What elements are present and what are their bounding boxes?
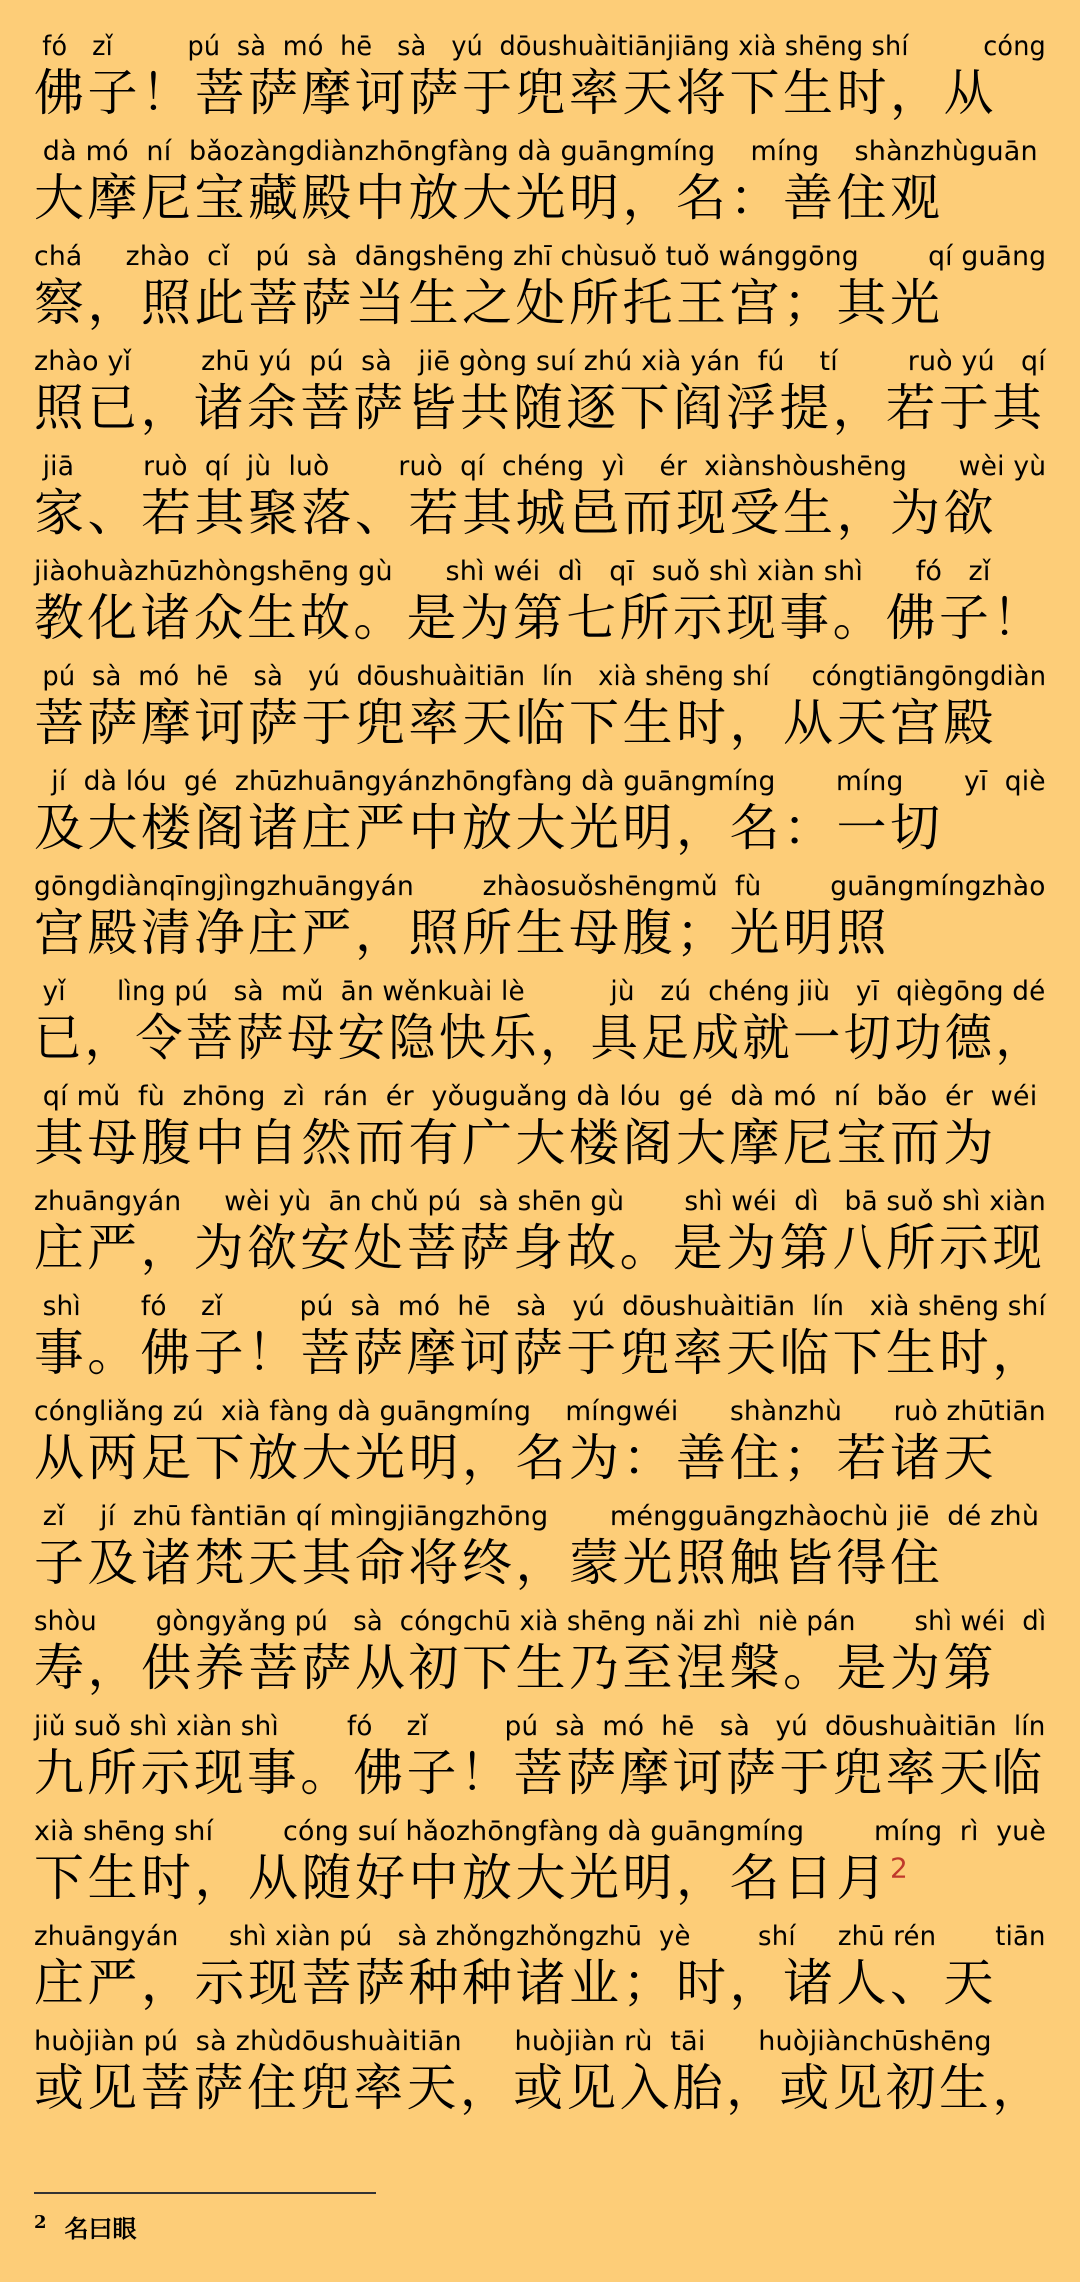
chinese-text [34, 1742, 1046, 1804]
footnote-number: 2 [34, 2212, 47, 2233]
chinese-characters: 子及诸梵天其命将终，蒙光照触皆得住 [34, 1534, 944, 1592]
chinese-characters: 九所示现事。佛子！菩萨摩诃萨于兜率天临 [34, 1744, 1046, 1802]
chinese-characters: 从两足下放大光明，名为：善住；若诸天 [34, 1429, 997, 1487]
pinyin-annotation: qí mǔ fù zhōng zì rán ér yǒuguǎng dà lóu gé dà mó ní bǎo ér wéi [34, 1081, 1038, 1112]
text-line [34, 1815, 1054, 1920]
pinyin-annotation: cóngliǎng zú xià fàng dà guāngmíng míngwéi shànzhù ruò zhūtiān [34, 1396, 1046, 1427]
chinese-text [34, 1637, 997, 1699]
text-line [34, 555, 1054, 660]
pinyin-annotation: zhuāngyán wèi yù ān chǔ pú sà shēn gù shì wéi dì bā suǒ shì xiàn [34, 1186, 1046, 1217]
chinese-text [34, 1007, 1046, 1069]
text-line [34, 975, 1054, 1080]
text-line [34, 2025, 1054, 2130]
pinyin-annotation: jiàohuàzhūzhòngshēng gù shì wéi dì qī suǒ shì xiàn shì fó zǐ [34, 556, 991, 587]
pinyin-annotation: zǐ jí zhū fàntiān qí mìngjiāngzhōng méngguāngzhàochù jiē dé zhù [34, 1501, 1040, 1532]
chinese-characters: 已，令菩萨母安隐快乐，具足成就一切功德， [34, 1009, 1047, 1067]
pinyin-annotation: shòu gòngyǎng pú sà cóngchū xià shēng nǎi zhì niè pán shì wéi dì [34, 1606, 1047, 1637]
chinese-text [34, 1112, 997, 1174]
chinese-characters: 及大楼阁诸庄严中放大光明，名：一切 [34, 799, 944, 857]
footnote-text: 名曰眼 [64, 2214, 137, 2243]
text-line [34, 1500, 1054, 1605]
chinese-text [34, 377, 1046, 439]
chinese-text [34, 587, 1046, 649]
pinyin-annotation: zhào yǐ zhū yú pú sà jiē gòng suí zhú xià yán fú tí ruò yú qí [34, 346, 1046, 377]
pinyin-annotation: jiā ruò qí jù luò ruò qí chéng yì ér xiànshòushēng wèi yù [34, 451, 1047, 482]
pinyin-annotation: jiǔ suǒ shì xiàn shì fó zǐ pú sà mó hē sà yú dōushuàitiān lín [34, 1711, 1046, 1742]
pinyin-annotation: zhuāngyán shì xiàn pú sà zhǒngzhǒngzhū yè shí zhū rén tiān [34, 1921, 1046, 1952]
chinese-text [34, 272, 944, 334]
pinyin-annotation: shì fó zǐ pú sà mó hē sà yú dōushuàitiān lín xià shēng shí [34, 1291, 1047, 1322]
chinese-characters: 大摩尼宝藏殿中放大光明，名：善住观 [34, 169, 944, 227]
chinese-characters: 察，照此菩萨当生之处所托王宫；其光 [34, 274, 944, 332]
chinese-text [34, 1952, 997, 2014]
chinese-characters: 佛子！菩萨摩诃萨于兜率天将下生时，从 [34, 64, 997, 122]
chinese-text [34, 902, 890, 964]
text-line [34, 240, 1054, 345]
text-line [34, 1710, 1054, 1815]
text-line [34, 1290, 1054, 1395]
pinyin-annotation: jí dà lóu gé zhūzhuāngyánzhōngfàng dà guāngmíng míng yī qiè [34, 766, 1046, 797]
footnote [34, 2208, 137, 2244]
chinese-characters: 家、若其聚落、若其城邑而现受生，为欲 [34, 484, 997, 542]
chinese-text [34, 692, 997, 754]
chinese-characters: 照已，诸余菩萨皆共随逐下阎浮提，若于其 [34, 379, 1046, 437]
chinese-text [34, 1532, 944, 1594]
chinese-characters: 教化诸众生故。是为第七所示现事。佛子！ [34, 589, 1046, 647]
chinese-text [34, 1847, 908, 1909]
chinese-text [34, 1427, 997, 1489]
chinese-characters: 庄严，为欲安处菩萨身故。是为第八所示现 [34, 1219, 1046, 1277]
text-line [34, 135, 1054, 240]
chinese-text [34, 2057, 1046, 2119]
chinese-characters: 或见菩萨住兜率天，或见入胎，或见初生， [34, 2059, 1046, 2117]
chinese-text [34, 167, 944, 229]
chinese-text [34, 62, 997, 124]
pinyin-annotation: pú sà mó hē sà yú dōushuàitiān lín xià shēng shí cóngtiāngōngdiàn [34, 661, 1047, 692]
pinyin-annotation: huòjiàn pú sà zhùdōushuàitiān huòjiàn rù tāi huòjiànchūshēng [34, 2026, 992, 2057]
text-line [34, 660, 1054, 765]
text-line [34, 1185, 1054, 1290]
text-line [34, 450, 1054, 555]
text-line [34, 1395, 1054, 1500]
text-line [34, 345, 1054, 450]
text-line [34, 1920, 1054, 2025]
chinese-text [34, 1217, 1046, 1279]
pinyin-annotation: dà mó ní bǎozàngdiànzhōngfàng dà guāngmíng míng shànzhùguān [34, 136, 1038, 167]
chinese-characters: 事。佛子！菩萨摩诃萨于兜率天临下生时， [34, 1324, 1046, 1382]
pinyin-annotation: gōngdiànqīngjìngzhuāngyán zhàosuǒshēngmǔ fù guāngmíngzhào [34, 871, 1046, 902]
chinese-characters: 寿，供养菩萨从初下生乃至涅槃。是为第 [34, 1639, 997, 1697]
chinese-characters: 其母腹中自然而有广大楼阁大摩尼宝而为 [34, 1114, 997, 1172]
chinese-characters: 菩萨摩诃萨于兜率天临下生时，从天宫殿 [34, 694, 997, 752]
text-line [34, 765, 1054, 870]
text-line [34, 870, 1054, 975]
chinese-text [34, 1322, 1046, 1384]
chinese-characters: 下生时，从随好中放大光明，名日月 [34, 1849, 890, 1907]
pinyin-annotation: fó zǐ pú sà mó hē sà yú dōushuàitiānjiāng xià shēng shí cóng [34, 31, 1046, 62]
pinyin-annotation: chá zhào cǐ pú sà dāngshēng zhī chùsuǒ tuǒ wánggōng qí guāng [34, 241, 1047, 272]
footnote-divider [34, 2192, 376, 2194]
pinyin-annotation: xià shēng shí cóng suí hǎozhōngfàng dà guāngmíng míng rì yuè [34, 1816, 1047, 1847]
text-line [34, 30, 1054, 135]
text-line [34, 1080, 1054, 1185]
chinese-text [34, 482, 997, 544]
chinese-characters: 庄严，示现菩萨种种诸业；时，诸人、天 [34, 1954, 997, 2012]
chinese-text [34, 797, 944, 859]
footnote-reference[interactable]: 2 [890, 1851, 908, 1885]
text-line [34, 1605, 1054, 1710]
chinese-characters: 宫殿清净庄严，照所生母腹；光明照 [34, 904, 890, 962]
pinyin-annotation: yǐ lìng pú sà mǔ ān wěnkuài lè jù zú chéng jiù yī qiègōng dé [34, 976, 1046, 1007]
